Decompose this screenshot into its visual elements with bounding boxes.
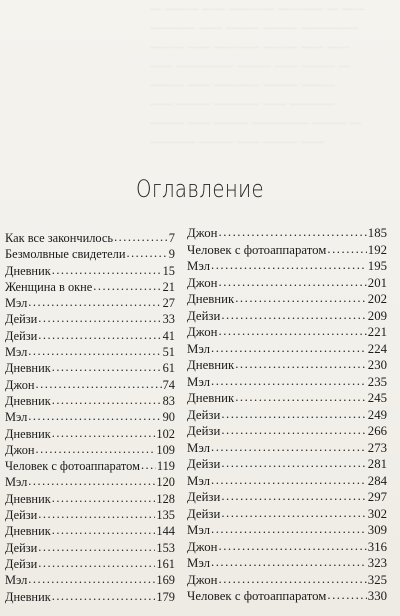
dot-leader xyxy=(211,374,367,389)
dot-leader xyxy=(52,393,162,408)
toc-entry-title: Человек с фотоаппаратом xyxy=(5,459,140,474)
dot-leader xyxy=(141,458,156,473)
toc-entry xyxy=(5,427,175,443)
toc-entry-page-number: 33 xyxy=(162,312,175,327)
toc-entry-title: Мэл xyxy=(187,473,211,488)
toc-entry-title: Человек с фотоаппаратом xyxy=(187,242,327,257)
toc-entry xyxy=(5,231,175,247)
toc-entry-title: Джон xyxy=(187,539,218,554)
toc-entry-title: Женщина в окне xyxy=(5,279,93,294)
dot-leader xyxy=(52,426,156,441)
dot-leader xyxy=(219,539,367,554)
toc-entry-page-number: 201 xyxy=(367,275,387,290)
dot-leader xyxy=(327,242,366,257)
toc-entry-page-number: 323 xyxy=(367,556,387,570)
dot-leader xyxy=(211,258,367,273)
toc-entry-title: Мэл xyxy=(187,440,211,455)
dot-leader xyxy=(235,390,367,405)
dot-leader xyxy=(52,491,156,506)
toc-entry-page-number: 235 xyxy=(367,374,387,389)
toc-entry-title: Мэл xyxy=(187,523,211,537)
toc-entry-page-number: 61 xyxy=(162,361,175,376)
dot-leader xyxy=(28,474,155,489)
toc-entry-title: Дейзи xyxy=(187,308,221,323)
dot-leader xyxy=(52,263,162,278)
toc-entry-page-number: 120 xyxy=(156,475,175,490)
dot-leader xyxy=(221,456,366,471)
dot-leader xyxy=(211,440,367,455)
page-title: Оглавление xyxy=(135,175,265,203)
toc-entry-title: Дневник xyxy=(5,426,51,441)
toc-entry-title: Дневник xyxy=(5,393,51,408)
toc-entry-page-number: 192 xyxy=(367,242,387,257)
toc-entry-title: Дейзи xyxy=(5,556,38,571)
toc-entry-page-number: 90 xyxy=(162,410,175,425)
toc-entry xyxy=(5,329,175,345)
toc-entry xyxy=(187,226,387,243)
dot-leader xyxy=(38,540,155,555)
toc-entry xyxy=(187,408,387,425)
dot-leader xyxy=(211,555,367,570)
dot-leader xyxy=(28,295,161,310)
toc-entry-page-number: 144 xyxy=(156,524,175,539)
toc-entry xyxy=(5,280,175,296)
dot-leader xyxy=(219,225,367,240)
toc-entry-title: Джон xyxy=(187,275,218,290)
dot-leader xyxy=(52,589,156,604)
toc-entry xyxy=(187,474,387,491)
toc-entry-page-number: 316 xyxy=(367,539,387,554)
toc-entry-title: Безмолвные свидетели xyxy=(5,247,126,262)
toc-entry xyxy=(5,573,175,589)
dot-leader xyxy=(235,291,367,306)
toc-entry xyxy=(5,296,175,312)
toc-entry xyxy=(5,443,175,459)
toc-entry-page-number: 249 xyxy=(367,407,387,422)
toc-entry-page-number: 284 xyxy=(367,473,387,488)
dot-leader xyxy=(327,588,366,603)
dot-leader xyxy=(221,423,366,438)
toc-entry-title: Как все закончилось xyxy=(5,231,114,245)
toc-entry xyxy=(5,541,175,557)
dot-leader xyxy=(52,360,162,375)
toc-entry xyxy=(5,361,175,377)
toc-entry xyxy=(187,391,387,408)
toc-entry xyxy=(187,540,387,557)
toc-entry xyxy=(187,441,387,458)
dot-leader xyxy=(211,522,367,537)
dot-leader xyxy=(211,341,367,356)
toc-entry xyxy=(5,247,175,263)
toc-entry xyxy=(5,508,175,524)
toc-entry-page-number: 135 xyxy=(156,508,175,523)
toc-entry-page-number: 102 xyxy=(156,426,175,441)
toc-entry-title: Джон xyxy=(187,572,218,587)
toc-entry-page-number: 15 xyxy=(162,263,175,278)
dot-leader xyxy=(221,308,366,323)
toc-entry xyxy=(187,292,387,309)
toc-entry-page-number: 153 xyxy=(156,540,175,555)
toc-entry-title: Дейзи xyxy=(5,508,38,523)
dot-leader xyxy=(114,230,168,245)
toc-left-column xyxy=(5,231,175,606)
toc-entry-page-number: 209 xyxy=(367,308,387,323)
toc-entry-title: Мэл xyxy=(5,475,28,490)
toc-entry-title: Дневник xyxy=(5,589,51,604)
dot-leader xyxy=(235,357,367,372)
toc-entry xyxy=(187,589,387,606)
show-through-text: — ——— —— ———— ———— — —— ———— —— ——— ——— ————— ——— —— ———— ——— —— —— —— ————— ——— —— ——— — ——— —— ———— ——— ——— —— ——— ———— —— ———— ——— —— ——— ————— ——— — ———— ——— —— ——— —— xyxy=(150,3,365,148)
dot-leader xyxy=(219,572,367,587)
toc-entry-title: Дейзи xyxy=(187,407,221,422)
toc-entry-page-number: 169 xyxy=(156,573,175,588)
toc-entry-title: Дейзи xyxy=(5,540,38,555)
toc-entry-title: Мэл xyxy=(5,345,28,360)
toc-entry-page-number: 27 xyxy=(162,296,175,311)
dot-leader xyxy=(219,324,367,339)
toc-entry-page-number: 83 xyxy=(162,393,175,408)
toc-entry-page-number: 302 xyxy=(367,506,387,521)
toc-entry-page-number: 195 xyxy=(367,259,387,273)
toc-entry-page-number: 7 xyxy=(168,231,175,245)
toc-entry-title: Дейзи xyxy=(187,457,221,471)
toc-entry-title: Дейзи xyxy=(5,312,38,327)
toc-entry-title: Джон xyxy=(187,226,218,240)
toc-entry xyxy=(5,475,175,491)
toc-entry-title: Дневник xyxy=(5,361,51,376)
toc-entry xyxy=(187,424,387,441)
toc-right-column xyxy=(187,226,387,606)
dot-leader xyxy=(38,311,161,326)
dot-leader xyxy=(126,246,167,261)
toc-entry-page-number: 128 xyxy=(156,491,175,506)
toc-entry xyxy=(5,394,175,410)
toc-entry xyxy=(5,264,175,280)
dot-leader xyxy=(28,344,161,359)
toc-entry-page-number: 185 xyxy=(367,226,387,240)
toc-entry xyxy=(187,259,387,276)
toc-entry-title: Дневник xyxy=(5,524,51,539)
toc-entry xyxy=(187,556,387,573)
toc-entry xyxy=(5,345,175,361)
toc-entry-page-number: 202 xyxy=(367,292,387,306)
toc-entry-title: Джон xyxy=(187,325,218,339)
dot-leader xyxy=(221,407,366,422)
toc-entry-page-number: 109 xyxy=(156,442,175,457)
dot-leader xyxy=(28,409,161,424)
toc-entry xyxy=(5,378,175,394)
toc-entry-page-number: 161 xyxy=(156,556,175,571)
toc-entry-title: Человек с фотоаппаратом xyxy=(187,589,327,603)
toc-entry-page-number: 325 xyxy=(367,572,387,587)
toc-entry-title: Дейзи xyxy=(187,490,221,504)
dot-leader xyxy=(38,556,155,571)
toc-entry-title: Дейзи xyxy=(187,506,221,521)
toc-entry-page-number: 281 xyxy=(367,457,387,471)
toc-entry xyxy=(5,459,175,475)
toc-entry-title: Джон xyxy=(5,377,35,392)
toc-entry-title: Мэл xyxy=(5,296,28,311)
toc-entry xyxy=(187,358,387,375)
toc-entry-title: Дейзи xyxy=(5,328,38,343)
dot-leader xyxy=(38,328,161,343)
toc-entry-page-number: 330 xyxy=(367,589,387,603)
toc-entry-title: Мэл xyxy=(187,556,211,570)
toc-entry-page-number: 74 xyxy=(162,377,175,392)
dot-leader xyxy=(221,489,366,504)
toc-entry xyxy=(5,590,175,606)
toc-entry-page-number: 224 xyxy=(367,341,387,356)
toc-entry-page-number: 266 xyxy=(367,424,387,438)
toc-entry xyxy=(5,524,175,540)
toc-entry-page-number: 309 xyxy=(367,523,387,537)
toc-entry-title: Мэл xyxy=(187,259,211,273)
toc-entry xyxy=(187,276,387,293)
dot-leader xyxy=(219,275,367,290)
toc-entry xyxy=(187,325,387,342)
toc-entry-page-number: 119 xyxy=(156,459,175,474)
toc-entry-title: Мэл xyxy=(5,410,28,425)
dot-leader xyxy=(52,523,156,538)
toc-entry-title: Дневник xyxy=(187,292,235,306)
toc-entry xyxy=(187,457,387,474)
toc-entry-title: Дневник xyxy=(5,491,51,506)
toc-entry-title: Дневник xyxy=(5,263,51,278)
toc-entry xyxy=(5,492,175,508)
toc-entry xyxy=(5,410,175,426)
toc-entry-title: Дневник xyxy=(187,391,235,405)
toc-entry xyxy=(187,573,387,590)
toc-entry-page-number: 273 xyxy=(367,440,387,455)
toc-entry-page-number: 245 xyxy=(367,391,387,405)
dot-leader xyxy=(93,279,161,294)
toc-entry-title: Дневник xyxy=(187,358,235,372)
dot-leader xyxy=(221,506,366,521)
toc-entry xyxy=(5,312,175,328)
toc-entry-page-number: 230 xyxy=(367,358,387,372)
toc-entry xyxy=(187,523,387,540)
dot-leader xyxy=(28,572,155,587)
toc-entry xyxy=(187,342,387,359)
toc-entry-page-number: 41 xyxy=(162,328,175,343)
toc-entry-title: Джон xyxy=(5,442,35,457)
toc-entry-page-number: 179 xyxy=(156,589,175,604)
dot-leader xyxy=(38,507,155,522)
toc-entry xyxy=(187,375,387,392)
toc-entry-title: Мэл xyxy=(187,374,211,389)
toc-entry-title: Дейзи xyxy=(187,424,221,438)
toc-entry-title: Мэл xyxy=(187,341,211,356)
toc-entry xyxy=(187,507,387,524)
toc-entry-page-number: 221 xyxy=(367,325,387,339)
toc-entry-page-number: 297 xyxy=(367,490,387,504)
toc-entry-page-number: 21 xyxy=(162,279,175,294)
dot-leader xyxy=(36,377,162,392)
toc-entry xyxy=(187,490,387,507)
toc-entry-title: Мэл xyxy=(5,573,28,588)
toc-entry xyxy=(187,309,387,326)
toc-entry xyxy=(187,243,387,260)
toc-entry xyxy=(5,557,175,573)
toc-entry-page-number: 51 xyxy=(162,345,175,360)
dot-leader xyxy=(211,473,367,488)
toc-entry-page-number: 9 xyxy=(168,247,175,262)
dot-leader xyxy=(36,442,156,457)
